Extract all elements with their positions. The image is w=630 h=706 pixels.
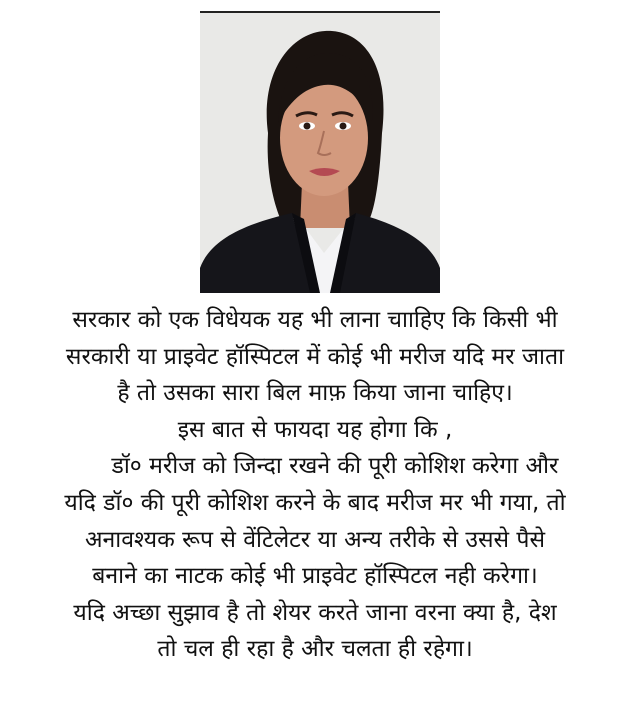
message-line: यदि डॉ० की पूरी कोशिश करने के बाद मरीज मर भी गया, तो bbox=[64, 489, 566, 516]
message-line: सरकारी या प्राइवेट हॉस्पिटल में कोई भी मरीज यदि मर जाता bbox=[65, 343, 565, 370]
message-line: इस बात से फायदा यह होगा कि , bbox=[177, 416, 453, 443]
message-line: यदि अच्छा सुझाव है तो शेयर करते जाना वरना क्या है, देश bbox=[73, 599, 557, 626]
message-line: बनाने का नाटक कोई भी प्राइवेट हॉस्पिटल नही करेगा। bbox=[92, 563, 538, 590]
message-line: सरकार को एक विधेयक यह भी लाना चााहिए कि किसी भी bbox=[72, 307, 558, 333]
message-line: है तो उसका सारा बिल माफ़ किया जाना चाहिए। bbox=[117, 380, 513, 407]
message-line: डॉ० मरीज को जिन्दा रखने की पूरी कोशिश करेगा और bbox=[111, 453, 559, 480]
message-line: तो चल ही रहा है और चलता ही रहेगा। bbox=[157, 636, 473, 663]
message-line: अनावश्यक रूप से वेंटिलेटर या अन्य तरीके से उससे पैसे bbox=[84, 526, 546, 553]
message-text bbox=[0, 302, 630, 668]
portrait-photo bbox=[200, 13, 440, 293]
